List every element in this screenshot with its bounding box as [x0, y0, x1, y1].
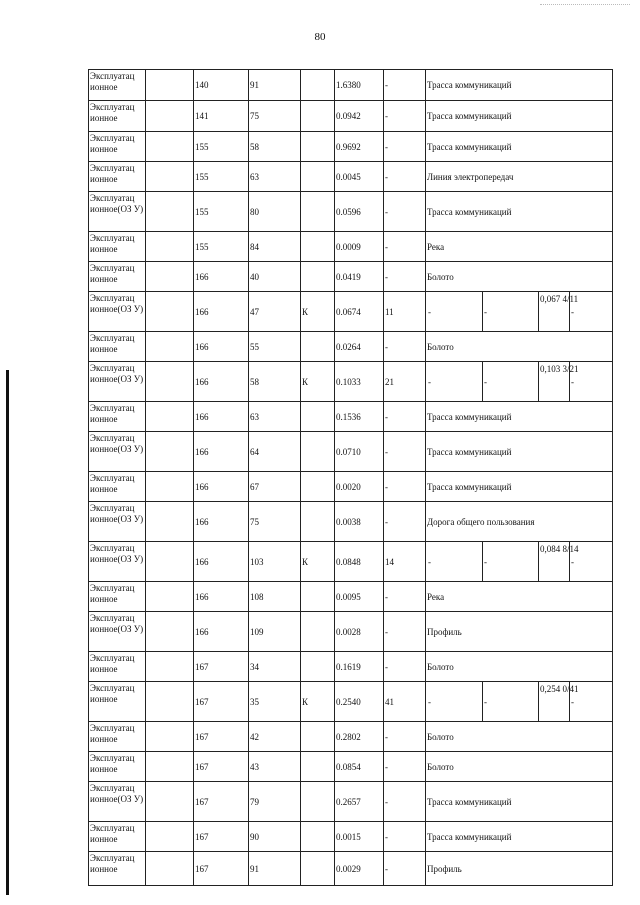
plot-number-cell: 58 [249, 362, 301, 402]
description-cell: Профиль [426, 612, 613, 652]
area-cell: 0.0095 [335, 582, 384, 612]
category-mark-cell: К [301, 542, 335, 582]
table-body [89, 70, 613, 886]
split-dash-b: - [483, 362, 539, 401]
dash-cell: - [384, 132, 426, 162]
plot-number-cell: 55 [249, 332, 301, 362]
dash-cell: - [384, 101, 426, 132]
usage-status-cell: Эксплуатац ионное [89, 402, 146, 432]
table-row [89, 652, 613, 682]
dash-cell: - [384, 192, 426, 232]
description-cell: Трасса коммуникаций [426, 432, 613, 472]
description-cell: Трасса коммуникаций [426, 101, 613, 132]
usage-status-cell: Эксплуатац ионное [89, 822, 146, 852]
plot-number-cell: 58 [249, 132, 301, 162]
dash-cell: - [384, 612, 426, 652]
plot-number-cell: 75 [249, 502, 301, 542]
usage-status-cell: Эксплуатац ионное(ОЗ У) [89, 502, 146, 542]
area-cell: 0.0674 [335, 292, 384, 332]
area-cell: 0.0038 [335, 502, 384, 542]
area-cell: 0.1536 [335, 402, 384, 432]
split-description-cell [426, 542, 613, 582]
split-value: 0,067 4/11 [539, 292, 570, 331]
area-cell: 0.1033 [335, 362, 384, 402]
description-cell: Река [426, 582, 613, 612]
plot-number-cell: 63 [249, 402, 301, 432]
empty-cell [146, 722, 194, 752]
area-cell: 0.0419 [335, 262, 384, 292]
dash-cell: - [384, 582, 426, 612]
empty-cell [146, 502, 194, 542]
plot-number-cell: 63 [249, 162, 301, 192]
category-mark-cell: К [301, 362, 335, 402]
table-row [89, 472, 613, 502]
page-number: 80 [314, 31, 326, 43]
quarter-number-cell: 167 [194, 852, 249, 886]
description-cell: Река [426, 232, 613, 262]
split-value: 0,254 0/41 [539, 682, 570, 721]
empty-cell [146, 232, 194, 262]
split-dash-d: - [571, 556, 574, 567]
dash-cell: - [384, 752, 426, 782]
dash-cell: - [384, 502, 426, 542]
plot-number-cell: 42 [249, 722, 301, 752]
area-cell: 0.2657 [335, 782, 384, 822]
area-cell: 0.0029 [335, 852, 384, 886]
quarter-number-cell: 141 [194, 101, 249, 132]
plot-number-cell: 90 [249, 822, 301, 852]
empty-cell [146, 652, 194, 682]
quarter-number-cell: 167 [194, 822, 249, 852]
table-row [89, 362, 613, 402]
usage-status-cell: Эксплуатац ионное [89, 101, 146, 132]
scan-artifact-dots [540, 4, 630, 5]
area-cell: 0.2802 [335, 722, 384, 752]
area-cell: 0.0009 [335, 232, 384, 262]
category-mark-cell [301, 232, 335, 262]
table-row [89, 162, 613, 192]
quarter-number-cell: 155 [194, 132, 249, 162]
split-dash-d: - [571, 696, 574, 707]
table-row [89, 292, 613, 332]
quarter-number-cell: 155 [194, 162, 249, 192]
table-row [89, 852, 613, 886]
category-mark-cell [301, 101, 335, 132]
empty-cell [146, 472, 194, 502]
table-row [89, 722, 613, 752]
description-cell: Болото [426, 722, 613, 752]
plot-number-cell: 91 [249, 70, 301, 101]
category-mark-cell [301, 652, 335, 682]
quarter-number-cell: 166 [194, 542, 249, 582]
category-mark-cell [301, 582, 335, 612]
usage-status-cell: Эксплуатац ионное(ОЗ У) [89, 292, 146, 332]
dash-cell: - [384, 232, 426, 262]
table-row [89, 402, 613, 432]
empty-cell [146, 432, 194, 472]
split-dash-b: - [483, 542, 539, 581]
quarter-number-cell: 140 [194, 70, 249, 101]
empty-cell [146, 70, 194, 101]
usage-status-cell: Эксплуатац ионное(ОЗ У) [89, 362, 146, 402]
table-row [89, 682, 613, 722]
empty-cell [146, 162, 194, 192]
usage-status-cell: Эксплуатац ионное [89, 262, 146, 292]
quarter-number-cell: 166 [194, 472, 249, 502]
category-mark-cell [301, 262, 335, 292]
dash-cell: - [384, 162, 426, 192]
category-mark-cell [301, 502, 335, 542]
description-cell: Трасса коммуникаций [426, 70, 613, 101]
quarter-number-cell: 167 [194, 782, 249, 822]
plot-number-cell: 75 [249, 101, 301, 132]
table-row [89, 132, 613, 162]
quarter-number-cell: 166 [194, 262, 249, 292]
usage-status-cell: Эксплуатац ионное [89, 70, 146, 101]
split-description-cell [426, 362, 613, 402]
empty-cell [146, 192, 194, 232]
empty-cell [146, 822, 194, 852]
dash-cell: - [384, 822, 426, 852]
empty-cell [146, 782, 194, 822]
area-cell: 0.0028 [335, 612, 384, 652]
quarter-number-cell: 166 [194, 402, 249, 432]
table-row [89, 70, 613, 101]
quarter-number-cell: 166 [194, 332, 249, 362]
usage-status-cell: Эксплуатац ионное [89, 582, 146, 612]
plot-number-cell: 108 [249, 582, 301, 612]
table-row [89, 542, 613, 582]
description-cell: Трасса коммуникаций [426, 822, 613, 852]
quarter-number-cell: 166 [194, 612, 249, 652]
code-cell: 41 [384, 682, 426, 722]
plot-number-cell: 80 [249, 192, 301, 232]
quarter-number-cell: 166 [194, 292, 249, 332]
plot-number-cell: 64 [249, 432, 301, 472]
table-row [89, 782, 613, 822]
empty-cell [146, 582, 194, 612]
empty-cell [146, 262, 194, 292]
dash-cell: - [384, 402, 426, 432]
empty-cell [146, 612, 194, 652]
usage-status-cell: Эксплуатац ионное [89, 162, 146, 192]
split-dash-a: - [427, 542, 483, 581]
empty-cell [146, 101, 194, 132]
area-cell: 0.0848 [335, 542, 384, 582]
usage-status-cell: Эксплуатац ионное [89, 332, 146, 362]
category-mark-cell: К [301, 682, 335, 722]
description-cell: Трасса коммуникаций [426, 132, 613, 162]
split-description-cell [426, 682, 613, 722]
category-mark-cell [301, 162, 335, 192]
category-mark-cell: К [301, 292, 335, 332]
usage-status-cell: Эксплуатац ионное(ОЗ У) [89, 612, 146, 652]
category-mark-cell [301, 752, 335, 782]
split-dash-d: - [571, 376, 574, 387]
table-row [89, 332, 613, 362]
usage-status-cell: Эксплуатац ионное [89, 722, 146, 752]
usage-status-cell: Эксплуатац ионное(ОЗ У) [89, 542, 146, 582]
quarter-number-cell: 166 [194, 362, 249, 402]
split-dash-b: - [483, 682, 539, 721]
split-value: 0,084 8/14 [539, 542, 570, 581]
usage-status-cell: Эксплуатац ионное [89, 852, 146, 886]
category-mark-cell [301, 192, 335, 232]
category-mark-cell [301, 782, 335, 822]
quarter-number-cell: 166 [194, 432, 249, 472]
plot-number-cell: 67 [249, 472, 301, 502]
empty-cell [146, 332, 194, 362]
scan-margin-bar [6, 370, 9, 895]
dash-cell: - [384, 70, 426, 101]
usage-status-cell: Эксплуатац ионное [89, 132, 146, 162]
description-cell: Трасса коммуникаций [426, 472, 613, 502]
quarter-number-cell: 155 [194, 192, 249, 232]
area-cell: 0.0942 [335, 101, 384, 132]
area-cell: 0.0020 [335, 472, 384, 502]
usage-status-cell: Эксплуатац ионное [89, 232, 146, 262]
category-mark-cell [301, 852, 335, 886]
empty-cell [146, 132, 194, 162]
split-dash-d: - [571, 306, 574, 317]
empty-cell [146, 362, 194, 402]
description-cell: Линия электропередач [426, 162, 613, 192]
area-cell: 0.0596 [335, 192, 384, 232]
description-cell: Болото [426, 332, 613, 362]
dash-cell: - [384, 722, 426, 752]
category-mark-cell [301, 822, 335, 852]
area-cell: 1.6380 [335, 70, 384, 101]
plot-number-cell: 79 [249, 782, 301, 822]
quarter-number-cell: 167 [194, 752, 249, 782]
category-mark-cell [301, 722, 335, 752]
plot-number-cell: 109 [249, 612, 301, 652]
split-dash-b: - [483, 292, 539, 331]
area-cell: 0.0015 [335, 822, 384, 852]
description-cell: Трасса коммуникаций [426, 192, 613, 232]
description-cell: Трасса коммуникаций [426, 782, 613, 822]
usage-status-cell: Эксплуатац ионное(ОЗ У) [89, 192, 146, 232]
table-row [89, 582, 613, 612]
description-cell: Болото [426, 262, 613, 292]
usage-status-cell: Эксплуатац ионное [89, 752, 146, 782]
table-row [89, 502, 613, 542]
dash-cell: - [384, 652, 426, 682]
split-dash-a: - [427, 292, 483, 331]
usage-status-cell: Эксплуатац ионное [89, 682, 146, 722]
split-dash-a: - [427, 682, 483, 721]
description-cell: Дорога общего пользования [426, 502, 613, 542]
description-cell: Болото [426, 652, 613, 682]
table-row [89, 101, 613, 132]
table-row [89, 432, 613, 472]
description-cell: Профиль [426, 852, 613, 886]
empty-cell [146, 542, 194, 582]
area-cell: 0.2540 [335, 682, 384, 722]
quarter-number-cell: 166 [194, 582, 249, 612]
usage-status-cell: Эксплуатац ионное [89, 472, 146, 502]
plot-number-cell: 40 [249, 262, 301, 292]
plot-number-cell: 91 [249, 852, 301, 886]
table-row [89, 822, 613, 852]
table-row [89, 752, 613, 782]
area-cell: 0.1619 [335, 652, 384, 682]
category-mark-cell [301, 472, 335, 502]
category-mark-cell [301, 612, 335, 652]
plot-number-cell: 103 [249, 542, 301, 582]
description-cell: Болото [426, 752, 613, 782]
quarter-number-cell: 167 [194, 682, 249, 722]
table-row [89, 262, 613, 292]
category-mark-cell [301, 432, 335, 472]
dash-cell: - [384, 782, 426, 822]
dash-cell: - [384, 262, 426, 292]
plot-number-cell: 35 [249, 682, 301, 722]
quarter-number-cell: 155 [194, 232, 249, 262]
quarter-number-cell: 166 [194, 502, 249, 542]
area-cell: 0.0854 [335, 752, 384, 782]
dash-cell: - [384, 852, 426, 886]
split-value: 0,103 3/21 [539, 362, 570, 401]
dash-cell: - [384, 432, 426, 472]
empty-cell [146, 292, 194, 332]
code-cell: 21 [384, 362, 426, 402]
category-mark-cell [301, 132, 335, 162]
area-cell: 0.0710 [335, 432, 384, 472]
empty-cell [146, 682, 194, 722]
plot-number-cell: 84 [249, 232, 301, 262]
area-cell: 0.9692 [335, 132, 384, 162]
category-mark-cell [301, 402, 335, 432]
plot-number-cell: 43 [249, 752, 301, 782]
description-cell: Трасса коммуникаций [426, 402, 613, 432]
dash-cell: - [384, 332, 426, 362]
empty-cell [146, 852, 194, 886]
empty-cell [146, 402, 194, 432]
plot-number-cell: 34 [249, 652, 301, 682]
category-mark-cell [301, 70, 335, 101]
code-cell: 14 [384, 542, 426, 582]
quarter-number-cell: 167 [194, 722, 249, 752]
area-cell: 0.0045 [335, 162, 384, 192]
table-row [89, 612, 613, 652]
forest-register-table [88, 69, 613, 886]
table-row [89, 232, 613, 262]
usage-status-cell: Эксплуатац ионное(ОЗ У) [89, 432, 146, 472]
usage-status-cell: Эксплуатац ионное [89, 652, 146, 682]
code-cell: 11 [384, 292, 426, 332]
split-dash-a: - [427, 362, 483, 401]
split-description-cell [426, 292, 613, 332]
table-row [89, 192, 613, 232]
quarter-number-cell: 167 [194, 652, 249, 682]
usage-status-cell: Эксплуатац ионное(ОЗ У) [89, 782, 146, 822]
empty-cell [146, 752, 194, 782]
dash-cell: - [384, 472, 426, 502]
category-mark-cell [301, 332, 335, 362]
plot-number-cell: 47 [249, 292, 301, 332]
area-cell: 0.0264 [335, 332, 384, 362]
